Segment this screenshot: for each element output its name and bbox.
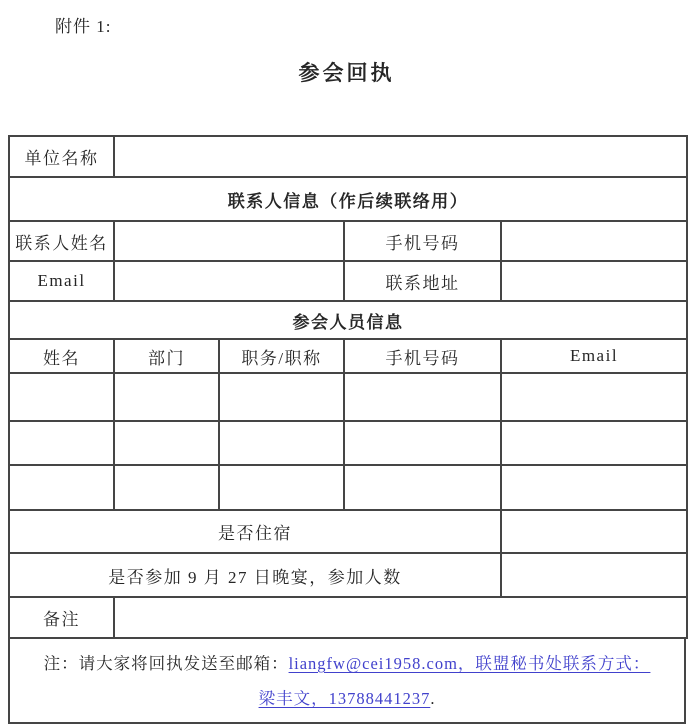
participant-cell [9,465,114,510]
participant-cell [501,465,687,510]
accommodation-row [9,510,687,553]
unit-name-value-cell [114,136,687,177]
participant-position-header: 职务/职称 [219,339,344,373]
participant-empty-row [9,421,687,465]
contact-email-value-cell [114,261,344,301]
participant-cell [114,421,219,465]
contact-section-title: 联系人信息（作后续联络用） [9,177,687,221]
participants-header-row [9,339,687,373]
page-title: 参会回执 [298,61,395,85]
note-suffix: . [430,689,436,708]
contact-name-value-cell [114,221,344,261]
remarks-value-cell [114,597,687,638]
participant-cell [9,373,114,421]
participant-cell [219,421,344,465]
contact-mobile-label: 手机号码 [344,221,501,261]
remarks-label: 备注 [9,597,114,638]
contact-email-row [9,261,687,301]
participants-section-row [9,301,687,339]
unit-name-label: 单位名称 [9,136,114,177]
note-prefix: 注：请大家将回执发送至邮箱： [43,654,289,673]
banquet-row [9,553,687,597]
participant-email-header: Email [501,339,687,373]
participant-cell [501,373,687,421]
contact-email-label: Email [9,261,114,301]
participant-cell [344,421,501,465]
unit-name-row [9,136,687,177]
participant-mobile-header: 手机号码 [344,339,501,373]
remarks-row [9,597,687,638]
reply-form-table [8,135,688,639]
banquet-label: 是否参加 9 月 27 日晚宴，参加人数 [9,553,501,597]
participant-cell [114,465,219,510]
note-email-link[interactable]: liangfw@cei1958.com，联盟秘书处联系方式： [288,654,651,673]
contact-mobile-value-cell [501,221,687,261]
participant-empty-row [9,373,687,421]
participant-cell [219,373,344,421]
participants-section-title: 参会人员信息 [9,301,687,339]
participant-department-header: 部门 [114,339,219,373]
participant-empty-row [9,465,687,510]
banquet-value-cell [501,553,687,597]
attachment-label: 附件 1: [55,17,112,36]
contact-name-row [9,221,687,261]
participant-cell [114,373,219,421]
contact-section-row [9,177,687,221]
accommodation-value-cell [501,510,687,553]
participant-cell [501,421,687,465]
participant-cell [219,465,344,510]
participant-cell [344,373,501,421]
note-contact-link[interactable]: 梁丰文，13788441237 [258,689,431,708]
note-box [8,639,686,724]
contact-address-label: 联系地址 [344,261,501,301]
participant-name-header: 姓名 [9,339,114,373]
participant-cell [9,421,114,465]
contact-address-value-cell [501,261,687,301]
contact-name-label: 联系人姓名 [9,221,114,261]
participant-cell [344,465,501,510]
accommodation-label: 是否住宿 [9,510,501,553]
